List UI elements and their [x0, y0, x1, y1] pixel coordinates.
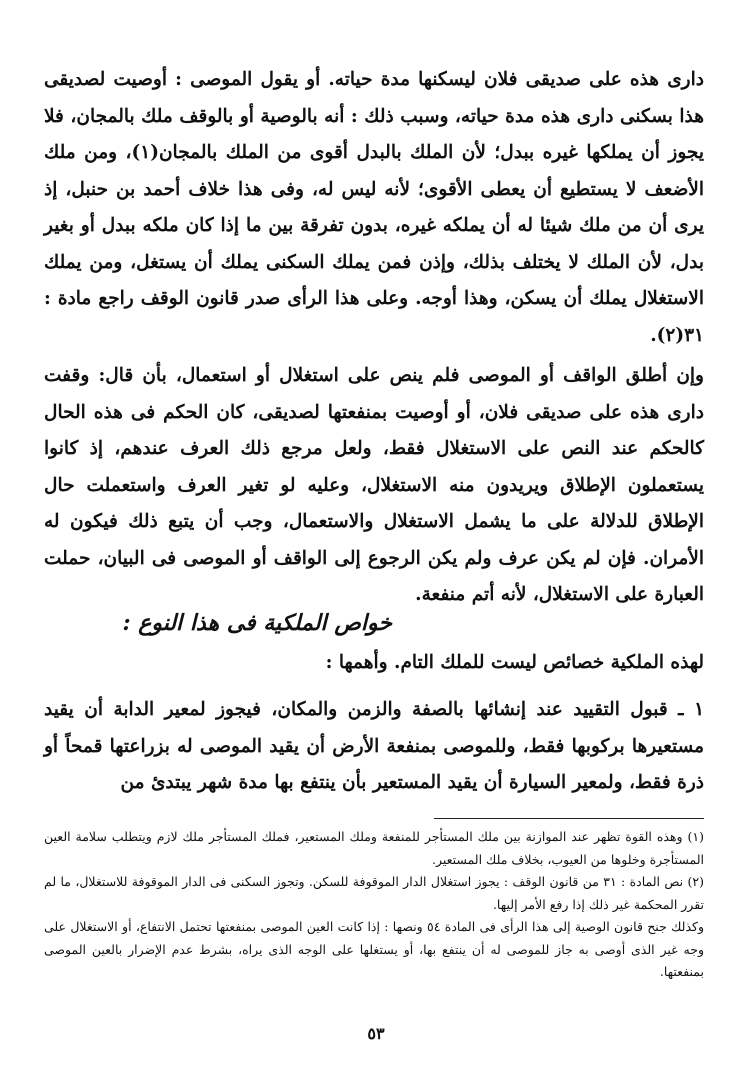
paragraph-1: دارى هذه على صديقى فلان ليسكنها مدة حياته. أو يقول الموصى : أوصيت لصديقى هذا بسكنى دارى هذه مدة حياته، وسبب ذلك : أنه بالوصية أو بالوقف ملك بالمجان، فلا يجوز أن يملكها غيره ببدل؛ لأن الملك بالبدل أقوى من الملك بالمجان(١)، ومن ملك الأضعف لا يستطيع أن يعطى الأقوى؛ لأنه ليس له، وفى هذا خلاف أحمد بن حنبل، إذ يرى أن من ملك شيئا له أن يملكه غيره، بدون تفرقة بين ما إذا كان ملكه ببدل أو بغير بدل، لأن الملك لا يختلف بذلك، وإذن فمن يملك السكنى يملك أن يستغل، ومن يملك الاستغلال يملك أن يسكن، وهذا أوجه. وعلى هذا الرأى صدر قانون الوقف راجع مادة : ٣١(٢). [44, 69, 704, 346]
footnote-divider [434, 818, 704, 819]
footnote-2-continuation: وكذلك جنح قانون الوصية إلى هذا الرأى فى المادة ٥٤ ونصها : إذا كانت العين الموصى بمنفعتها تحتمل الانتفاع، أو الاستغلال على وجه غير الذى أوصى به جاز للموصى له أن ينتفع بها، أو يستغلها على الوجه الذى يراه، بشرط عدم الإضرار بالعين الموصى بمنفعتها. [44, 919, 704, 979]
intro-line: لهذه الملكية خصائص ليست للملك التام. وأهمها : [325, 652, 704, 673]
paragraph-3: ١ ـ قبول التقييد عند إنشائها بالصفة والزمن والمكان، فيجوز لمعير الدابة أن يقيد مستعيرها بركوبها فقط، وللموصى بمنفعة الأرض أن يقيد الموصى له بزراعتها قمحاً أو ذرة فقط، ولمعير السيارة أن يقيد المستعير بأن ينتفع بها مدة شهر يبتدئ من [44, 699, 704, 793]
page-number: ٥٣ [367, 1024, 385, 1043]
section-heading: خواص الملكية فى هذا النوع : [122, 610, 392, 636]
paragraph-2: وإن أطلق الواقف أو الموصى فلم ينص على استغلال أو استعمال، بأن قال: وقفت دارى هذه على صديقى فلان، أو أوصيت بمنفعتها لصديقى، كان الحكم فى هذه الحال كالحكم عند النص على الاستغلال فقط، ولعل مرجع ذلك العرف عندهم، إذ كانوا يستعملون الإطلاق ويريدون منه الاستغلال، وعليه لو تغير العرف واستعملت حال الإطلاق للدلالة على ما يشمل الاستغلال والاستعمال، وجب أن يتبع ذلك فيكون له الأمران. فإن لم يكن عرف ولم يكن الرجوع إلى الواقف أو الموصى فى البيان، حملت العبارة على الاستغلال، لأنه أتم منفعة. [44, 365, 704, 605]
footnotes [44, 826, 704, 984]
footnote-1: (١) وهذه القوة تظهر عند الموازنة بين ملك المستأجر للمنفعة وملك المستعير، فملك المستأجر ملك لازم ويتطلب سلامة العين المستأجرة وخلوها من العيوب، بخلاف ملك المستعير. [44, 829, 704, 867]
footnote-2: (٢) نص المادة : ٣١ من قانون الوقف : يجوز استغلال الدار الموقوفة للسكن. وتجوز السكنى فى الدار الموقوفة للاستغلال، ما لم تقرر المحكمة غير ذلك إذا رفع الأمر إليها. [44, 874, 704, 912]
